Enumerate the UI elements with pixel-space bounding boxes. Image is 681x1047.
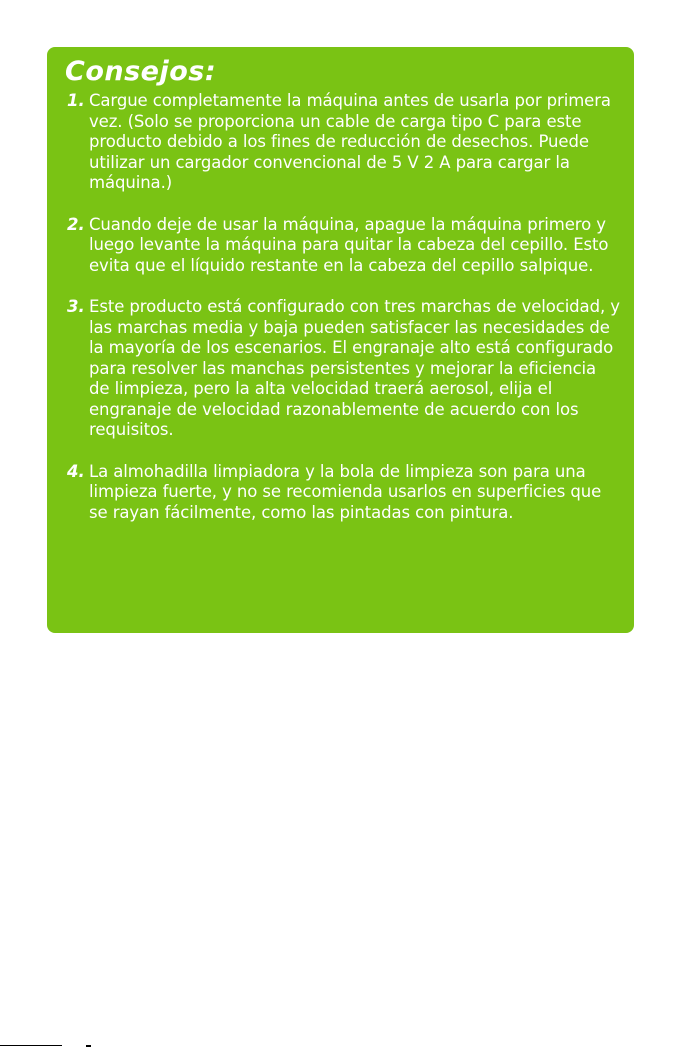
tip-number: 2. (67, 214, 85, 234)
tip-item-2 (65, 215, 620, 277)
tip-item-1 (65, 91, 620, 194)
tip-number: 3. (67, 297, 85, 316)
tips-title: Consejos: (65, 56, 217, 87)
tip-number: 1. (67, 91, 85, 110)
tip-text: Este producto está configurado con tres marchas de velocidad, y las marchas media y baja pueden satisfacer las necesidades de la mayoría de los escenarios. El engranaje alto está configurado para resolver las manchas persistentes y mejorar la eficiencia de limpieza, pero la alta velocidad traerá aerosol, elija el engranaje de velocidad razonablemente de acuerdo con los requisitos. (89, 297, 620, 439)
tip-text: Cuando deje de usar la máquina, apague la máquina primero y luego levante la máquina para quitar la cabeza del cepillo. Esto evita que el líquido restante en la cabeza del cepillo salpique. (89, 214, 609, 275)
tip-item-4 (65, 462, 620, 524)
tip-text: La almohadilla limpiadora y la bola de limpieza son para una limpieza fuerte, y no se recomienda usarlos en superficies que se rayan fácilmente, como las pintadas con pintura. (89, 461, 602, 522)
page-edge-mark (0, 1045, 62, 1046)
tip-number: 4. (67, 461, 85, 481)
tips-list (65, 91, 620, 523)
tip-text: Cargue completamente la máquina antes de usarla por primera vez. (Solo se proporciona un cable de carga tipo C para este producto debido a los fines de reducción de desechos. Puede utilizar un cargador convencional de 5 V 2 A para cargar la máquina.) (89, 91, 611, 192)
tips-panel (47, 47, 634, 633)
tip-item-3 (65, 297, 620, 441)
